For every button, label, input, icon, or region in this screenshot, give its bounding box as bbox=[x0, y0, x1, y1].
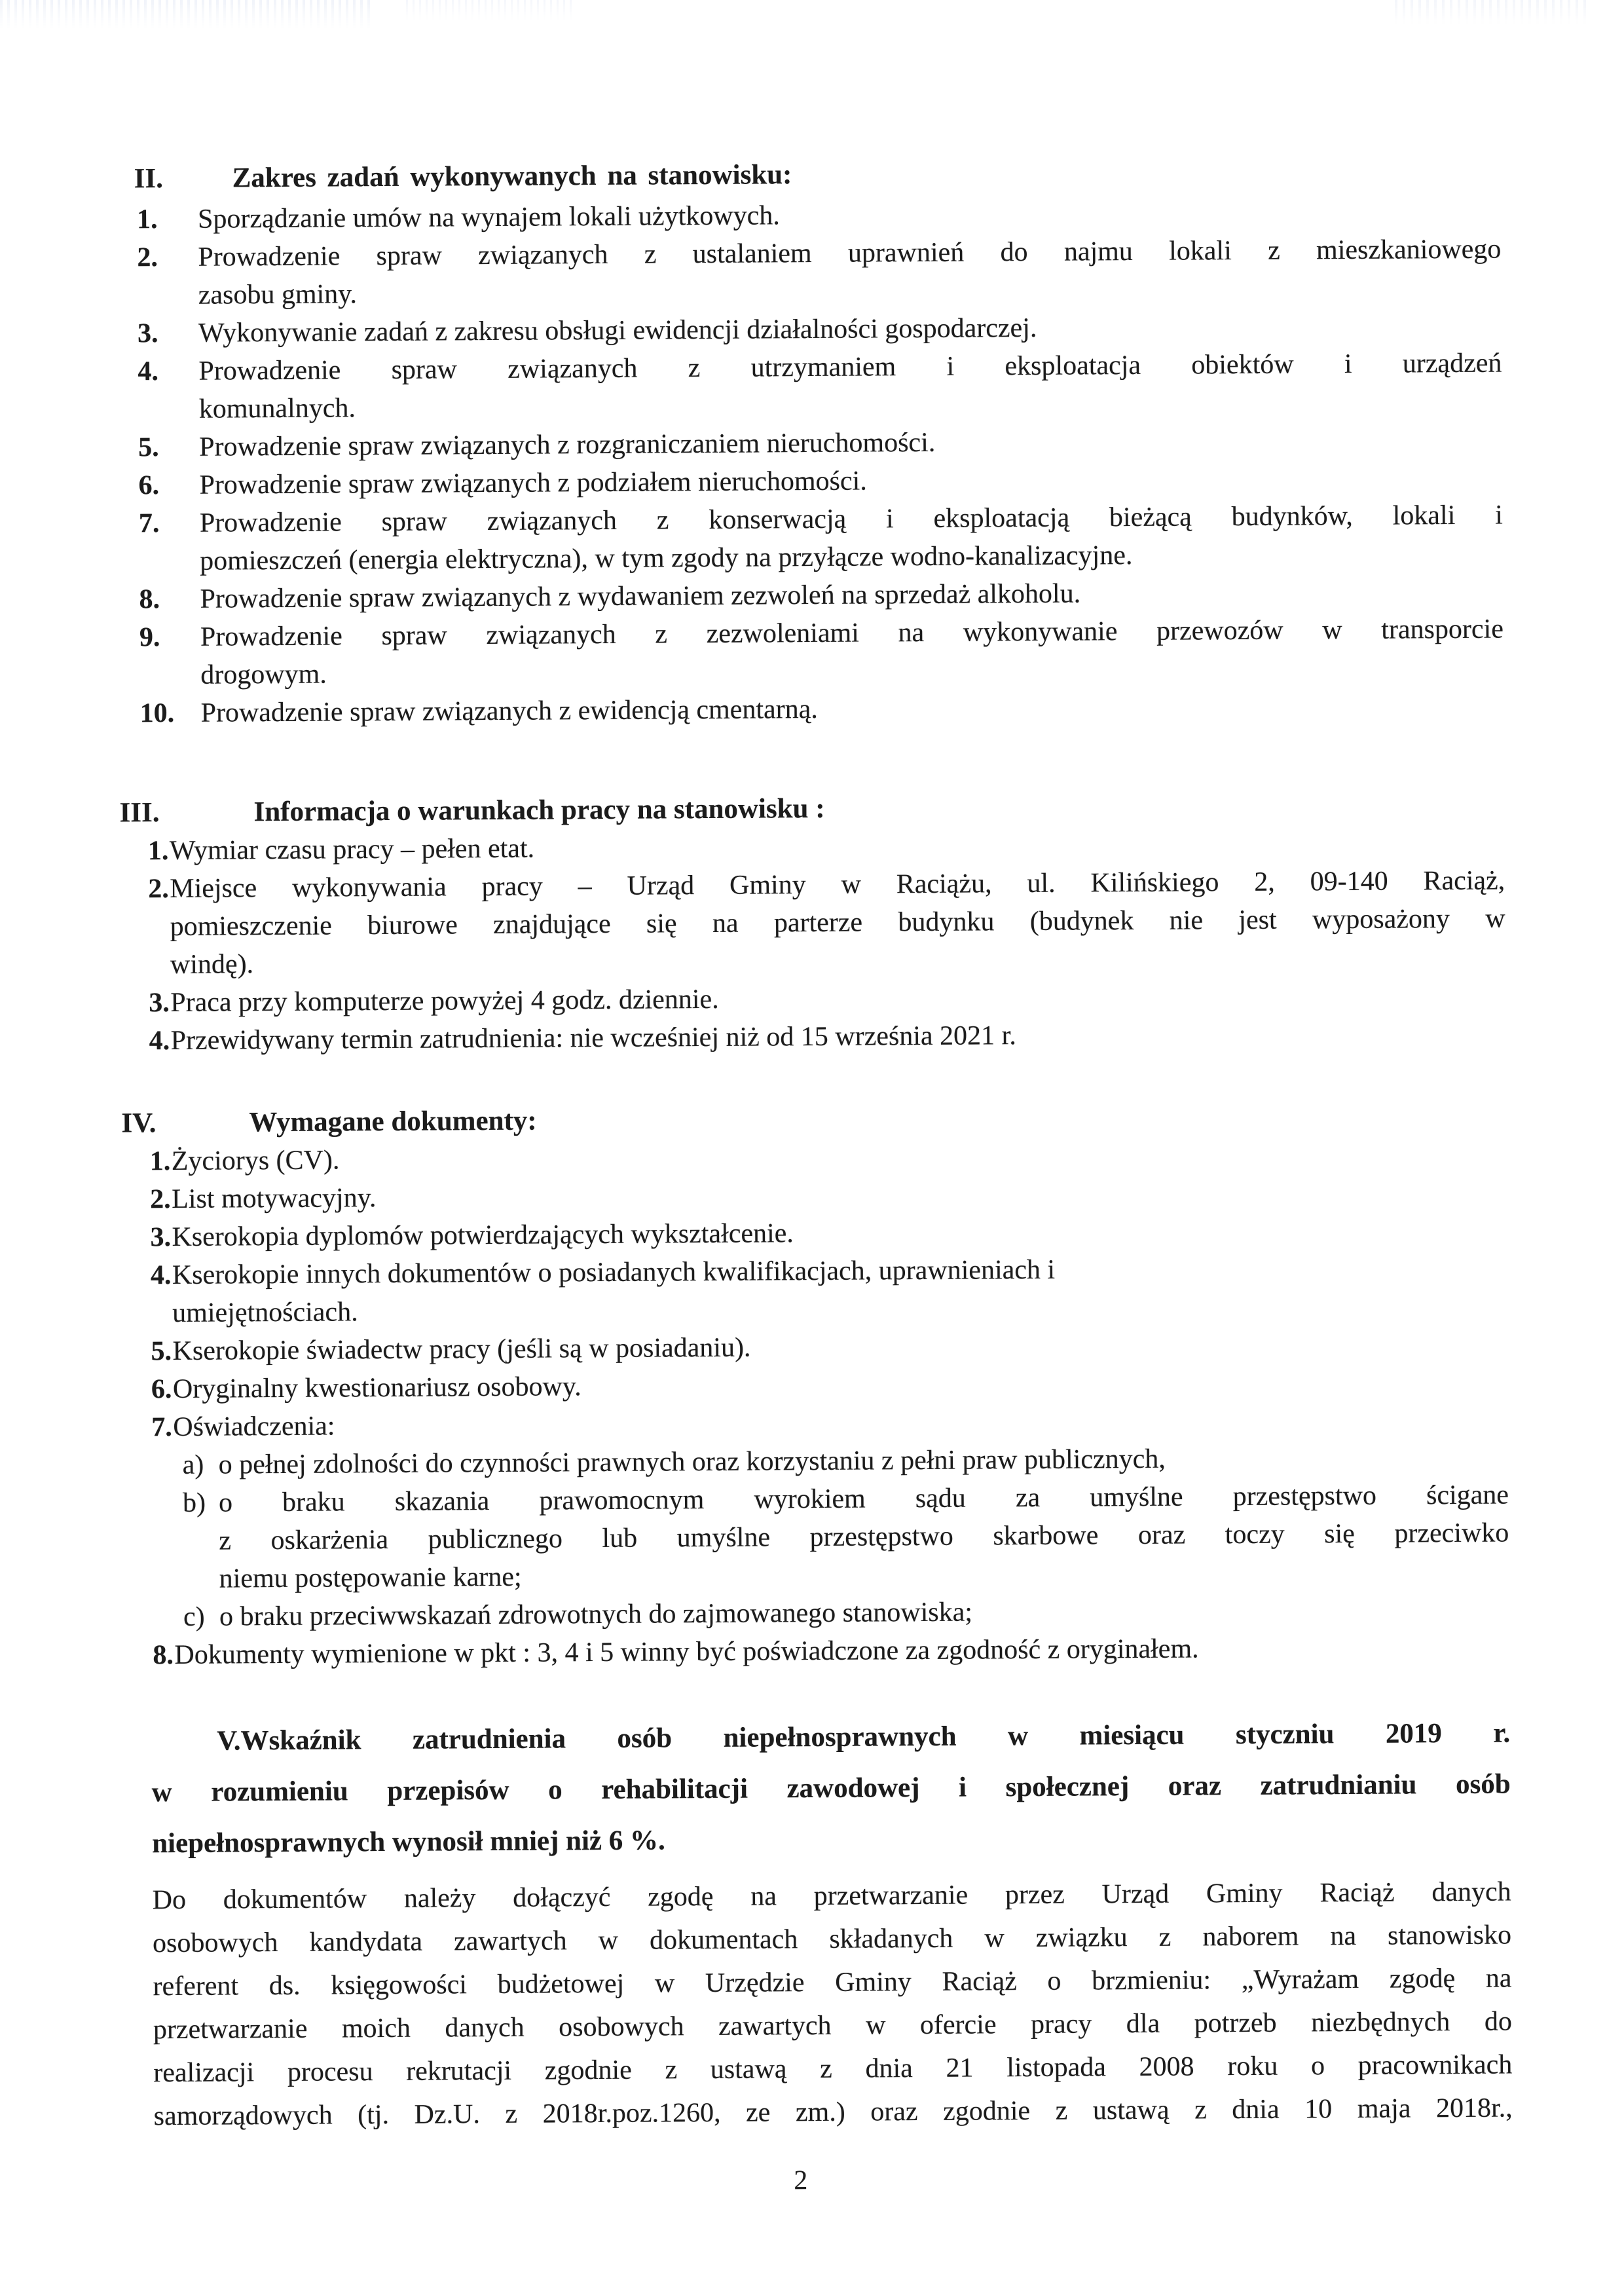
item-number: 6. bbox=[151, 1374, 172, 1405]
tab-spacer bbox=[151, 1750, 217, 1751]
text-line: niemu postępowanie karne; bbox=[219, 1561, 522, 1594]
item-text: Prowadzenie spraw związanych z ewidencją cmentarną. bbox=[200, 694, 818, 728]
text-line: Prowadzenie spraw związanych z utrzymaniem i eksploatacja obiektów i urządzeń bbox=[198, 348, 1502, 386]
section-ii bbox=[115, 152, 1504, 733]
letter-subitem bbox=[183, 1476, 1509, 1598]
item-number: 1. bbox=[149, 1146, 171, 1177]
item-number: 7. bbox=[138, 508, 160, 539]
item-number: 8. bbox=[153, 1640, 174, 1671]
item-number: 4. bbox=[150, 1260, 172, 1291]
section-numeral: II. bbox=[134, 163, 164, 195]
item-text: List motywacyjny. bbox=[172, 1183, 377, 1215]
item-number: 2. bbox=[150, 1184, 171, 1215]
item-text: Prowadzenie spraw związanych z podziałem nieruchomości. bbox=[199, 466, 867, 500]
item-number: 3. bbox=[137, 318, 158, 349]
text-line: w rozumieniu przepisów o rehabilitacji zawodowej i społecznej oraz zatrudnianiu osób bbox=[151, 1768, 1511, 1808]
letter-sublist bbox=[173, 1438, 1509, 1636]
item-text: Oświadczenia: bbox=[173, 1411, 335, 1443]
text-line: przetwarzanie moich danych osobowych zawartych w ofercie pracy dla potrzeb niezbędnych do bbox=[153, 2006, 1513, 2045]
item-text: Kserokopie świadectw pracy (jeśli są w posiadaniu). bbox=[172, 1332, 751, 1367]
text-line: z oskarżenia publicznego lub umyślne przestępstwo skarbowe oraz toczy się przeciwko bbox=[219, 1518, 1509, 1556]
subitem-letter: a) bbox=[182, 1449, 204, 1480]
text-line: pomieszczenie biurowe znajdujące się na parterze budynku (budynek nie jest wyposażony w bbox=[170, 903, 1505, 942]
list-item bbox=[139, 686, 1504, 733]
section-title: Informacja o warunkach pracy na stanowisku : bbox=[253, 793, 825, 828]
paragraph-section-v bbox=[151, 1708, 1511, 1870]
section-title: Wymagane dokumenty: bbox=[249, 1105, 537, 1138]
text-line: osobowych kandydata zawartych w dokumentach składanych w związku z naborem na stanowisko bbox=[152, 1920, 1512, 1959]
text-line: pomieszczeń (energia elektryczna), w tym zgody na przyłącze wodno-kanalizacyjne. bbox=[200, 540, 1133, 576]
item-number: 4. bbox=[149, 1026, 170, 1056]
section-items bbox=[122, 1134, 1510, 1675]
text-line: zasobu gminy. bbox=[198, 279, 358, 310]
section-items bbox=[120, 824, 1506, 1060]
item-number: 5. bbox=[138, 432, 159, 463]
text-line: Prowadzenie spraw związanych z konserwacją i eksploatacją bieżącą budynków, lokali i bbox=[199, 500, 1503, 538]
section-numeral: V. bbox=[217, 1725, 241, 1757]
page-number: 2 bbox=[794, 2165, 808, 2196]
item-text: Sporządzanie umów na wynajem lokali użytkowych. bbox=[197, 200, 780, 234]
text-line: V.Wskaźnik zatrudnienia osób niepełnosprawnych w miesiącu styczniu 2019 r. bbox=[217, 1717, 1511, 1757]
text-line: realizacji procesu rekrutacji zgodnie z ustawą z dnia 21 listopada 2008 roku o pracownikach bbox=[153, 2049, 1513, 2089]
item-text: Życiorys (CV). bbox=[171, 1145, 340, 1177]
text-line: Kserokopie innych dokumentów o posiadanych kwalifikacjach, uprawnieniach i bbox=[172, 1254, 1056, 1291]
item-number: 10. bbox=[139, 698, 175, 729]
list-item bbox=[149, 1014, 1506, 1060]
item-text: Wykonywanie zadań z zakresu obsługi ewidencji działalności gospodarczej. bbox=[198, 312, 1037, 348]
section-title: Zakres zadań wykonywanych na stanowisku: bbox=[232, 159, 792, 194]
item-text: Prowadzenie spraw związanych z rozgraniczaniem nieruchomości. bbox=[199, 427, 936, 462]
item-number: 1. bbox=[147, 836, 169, 867]
list-item bbox=[153, 1628, 1509, 1675]
sections-container bbox=[115, 152, 1509, 1675]
item-number: 1. bbox=[136, 204, 158, 235]
list-item bbox=[148, 862, 1505, 984]
text-line: komunalnych. bbox=[198, 393, 356, 424]
closing-paragraph bbox=[153, 1871, 1513, 2138]
item-text: Dokumenty wymienione w pkt : 3, 4 i 5 winny być poświadczone za zgodność z oryginałem. bbox=[174, 1633, 1199, 1670]
text-line: niepełnosprawnych wynosił mniej niż 6 %. bbox=[152, 1825, 665, 1859]
item-text: Prowadzenie spraw związanych z wydawaniem zezwoleń na sprzedaż alkoholu. bbox=[200, 578, 1081, 614]
text-line: samorządowych (tj. Dz.U. z 2018r.poz.1260, ze zm.) oraz zgodnie z ustawą z dnia 10 maja 2018r., bbox=[153, 2093, 1513, 2132]
list-item bbox=[151, 1400, 1509, 1637]
section-heading-ii bbox=[134, 152, 1500, 198]
item-text: Praca przy komputerze powyżej 4 godz. dziennie. bbox=[170, 984, 719, 1018]
section-numeral: IV. bbox=[121, 1108, 157, 1139]
item-number: 2. bbox=[148, 874, 169, 905]
item-number: 2. bbox=[137, 242, 158, 273]
item-number: 7. bbox=[151, 1412, 172, 1443]
subitem-text: o braku przeciwwskazań zdrowotnych do zajmowanego stanowiska; bbox=[219, 1597, 973, 1632]
text-line: referent ds. księgowości budżetowej w Urzędzie Gminy Raciąż o brzmieniu: „Wyrażam zgodę na bbox=[153, 1963, 1512, 2002]
text-line: Miejsce wykonywania pracy – Urząd Gminy w Raciążu, ul. Kilińskiego 2, 09-140 Raciąż, bbox=[170, 865, 1505, 905]
subitem-text: o pełnej zdolności do czynności prawnych oraz korzystaniu z pełni praw publicznych, bbox=[218, 1444, 1166, 1480]
text-line: Prowadzenie spraw związanych z ustalaniem uprawnień do najmu lokali z mieszkaniowego bbox=[198, 234, 1502, 272]
text-line: Prowadzenie spraw związanych z zezwoleniami na wykonywanie przewozów w transporcie bbox=[200, 614, 1504, 652]
list-item bbox=[139, 610, 1504, 695]
text-line: umiejętnościach. bbox=[172, 1297, 358, 1329]
subitem-letter: b) bbox=[182, 1487, 206, 1518]
item-number: 4. bbox=[138, 356, 159, 387]
item-number: 3. bbox=[149, 988, 170, 1018]
item-number: 8. bbox=[139, 584, 160, 615]
item-number: 6. bbox=[138, 470, 160, 501]
item-text: Kserokopia dyplomów potwierdzających wykształcenie. bbox=[172, 1218, 794, 1253]
list-item bbox=[151, 1248, 1508, 1333]
list-item bbox=[138, 345, 1502, 429]
item-number: 9. bbox=[139, 622, 160, 653]
section-numeral: III. bbox=[119, 797, 160, 829]
list-item bbox=[139, 496, 1504, 581]
section-iii bbox=[119, 786, 1505, 1060]
text-line: drogowym. bbox=[200, 659, 327, 690]
section-iv bbox=[121, 1096, 1509, 1675]
text-line: o braku skazania prawomocnym wyrokiem sądu za umyślne przestępstwo ścigane bbox=[218, 1480, 1509, 1518]
item-number: 5. bbox=[151, 1336, 172, 1367]
item-text: Przewidywany termin zatrudnienia: nie wcześniej niż od 15 września 2021 r. bbox=[170, 1020, 1016, 1056]
item-text: Oryginalny kwestionariusz osobowy. bbox=[172, 1371, 581, 1405]
item-text: Wymiar czasu pracy – pełen etat. bbox=[169, 833, 535, 867]
text-line: windę). bbox=[170, 949, 254, 980]
list-item bbox=[137, 231, 1502, 315]
subitem-letter: c) bbox=[183, 1601, 205, 1632]
text-line: Do dokumentów należy dołączyć zgodę na przetwarzanie przez Urząd Gminy Raciąż danych bbox=[152, 1876, 1511, 1916]
section-items bbox=[116, 193, 1504, 733]
item-number: 3. bbox=[150, 1222, 172, 1253]
